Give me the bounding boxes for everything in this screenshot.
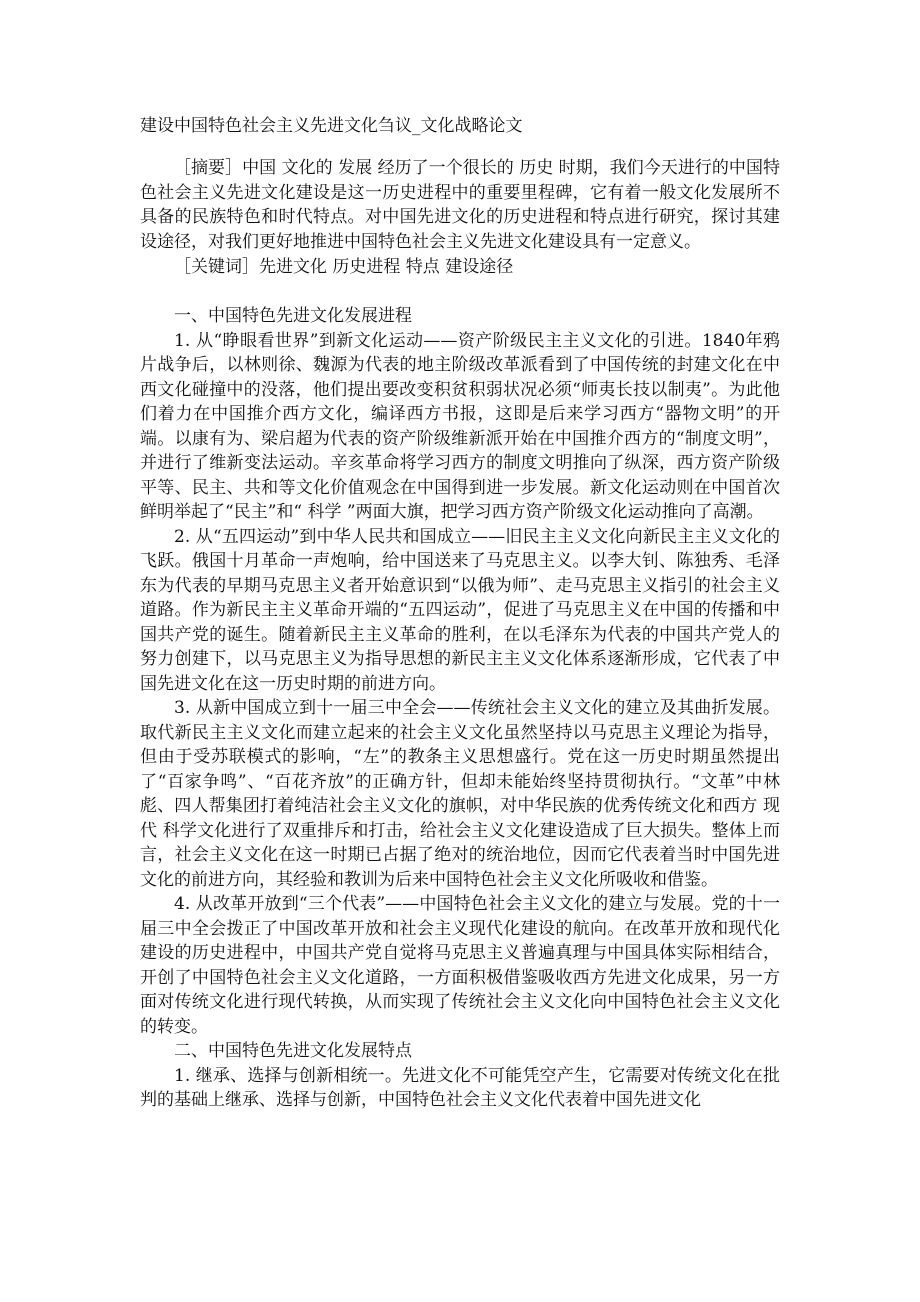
keywords-line: ［关键词］先进文化 历史进程 特点 建设途径 — [174, 257, 514, 277]
document-title: 建设中国特色社会主义先进文化刍议_文化战略论文 — [140, 116, 523, 136]
abstract-paragraph: ［摘要］中国 文化的 发展 经历了一个很长的 历史 时期，我们今天进行的中国特色社会主义先进文化建设是这一历史进程中的重要里程碑，它有着一般文化发展所不具备的民族特色和时代特点。对中国先进文化的历史进程和特点进行研究，探讨其建设途径，对我们更好地推进中国特色社会主义先进文化建设具有一定意义。 — [140, 158, 780, 252]
body-paragraph-5: 1. 继承、选择与创新相统一。先进文化不可能凭空产生，它需要对传统文化在批判的基础上继承、选择与创新，中国特色社会主义文化代表着中国先进文化 — [140, 1065, 780, 1110]
section-heading-1: 一、中国特色先进文化发展进程 — [174, 306, 412, 326]
body-paragraph-4: 4. 从改革开放到“三个代表”——中国特色社会主义文化的建立与发展。党的十一届三中全会拨正了中国改革开放和社会主义现代化建设的航向。在改革开放和现代化建设的历史进程中，中国共产党自觉将马克思主义普遍真理与中国具体实际相结合，开创了中国特色社会主义文化道路，一方面积极借鉴吸收西方先进文化成果，另一方面对传统文化进行现代转换，从而实现了传统社会主义文化向中国特色社会主义文化的转变。 — [140, 894, 780, 1037]
body-paragraph-2: 2. 从“五四运动”到中华人民共和国成立——旧民主主义文化向新民主主义文化的飞跃。俄国十月革命一声炮响，给中国送来了马克思主义。以李大钊、陈独秀、毛泽东为代表的早期马克思主义者开始意识到“以俄为师”、走马克思主义指引的社会主义道路。作为新民主主义革命开端的“五四运动”，促进了马克思主义在中国的传播和中国共产党的诞生。随着新民主主义革命的胜利，在以毛泽东为代表的中国共产党人的努力创建下，以马克思主义为指导思想的新民主主义文化体系逐渐形成，它代表了中国先进文化在这一历史时期的前进方向。 — [140, 526, 780, 694]
section-heading-2: 二、中国特色先进文化发展特点 — [174, 1041, 412, 1061]
document-body — [140, 156, 780, 1113]
body-paragraph-3: 3. 从新中国成立到十一届三中全会——传统社会主义文化的建立及其曲折发展。取代新民主主义文化而建立起来的社会主义文化虽然坚持以马克思主义理论为指导，但由于受苏联模式的影响，“左”的教条主义思想盛行。党在这一历史时期虽然提出了“百家争鸣”、“百花齐放”的正确方针，但却未能始终坚持贯彻执行。“文革”中林彪、四人帮集团打着纯洁社会主义文化的旗帜，对中华民族的优秀传统文化和西方 现代 科学文化进行了双重排斥和打击，给社会主义文化建设造成了巨大损失。整体上而言，社会主义文化在这一时期已占据了绝对的统治地位，因而它代表着当时中国先进文化的前进方向，其经验和教训为后来中国特色社会主义文化所吸收和借鉴。 — [140, 698, 780, 890]
body-paragraph-1: 1. 从“睁眼看世界”到新文化运动——资产阶级民主主义文化的引进。1840年鸦片战争后，以林则徐、魏源为代表的地主阶级改革派看到了中国传统的封建文化在中西文化碰撞中的没落，他们提出要改变积贫积弱状况必须“师夷长技以制夷”。为此他们着力在中国推介西方文化，编译西方书报，这即是后来学习西方“器物文明”的开端。以康有为、梁启超为代表的资产阶级维新派开始在中国推介西方的“制度文明”，并进行了维新变法运动。辛亥革命将学习西方的制度文明推向了纵深，西方资产阶级平等、民主、共和等文化价值观念在中国得到进一步发展。新文化运动则在中国首次鲜明举起了“民主”和“ 科学 ”两面大旗，把学习西方资产阶级文化运动推向了高潮。 — [140, 330, 780, 522]
